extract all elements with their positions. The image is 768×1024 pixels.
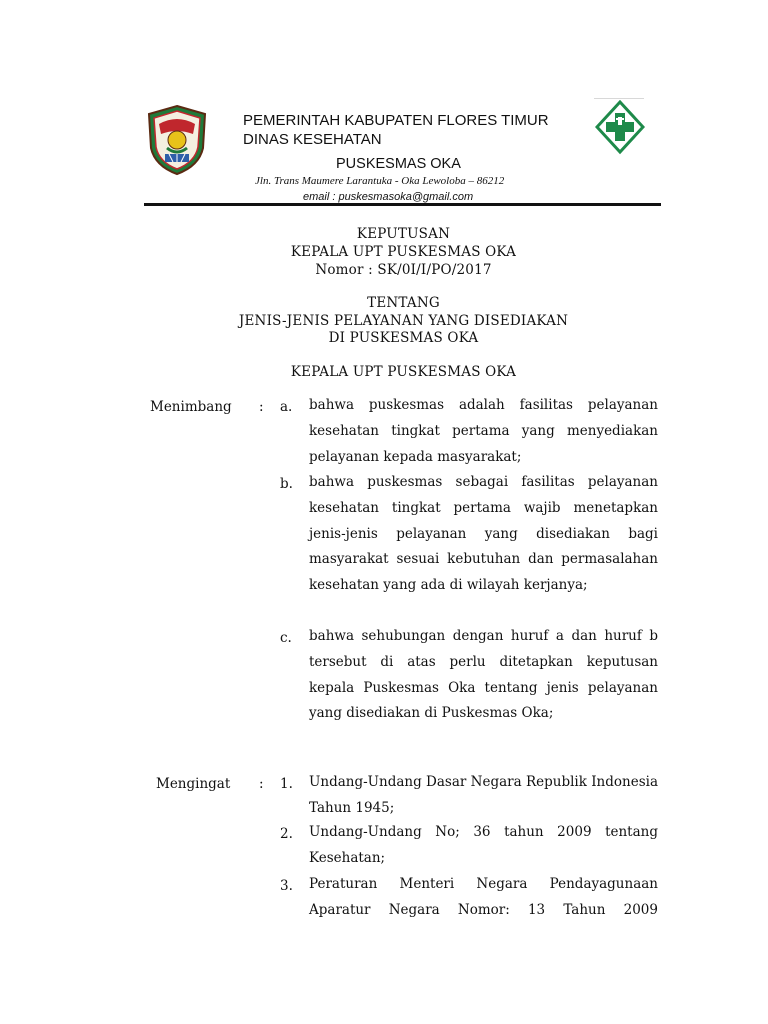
menimbang-marker-b: b. — [280, 476, 293, 492]
mengingat-marker-3: 3. — [280, 878, 293, 894]
letterhead-email: email : puskesmasoka@gmail.com — [303, 191, 474, 203]
letterhead-puskesmas: PUSKESMAS OKA — [336, 156, 461, 172]
letterhead-government: PEMERINTAH KABUPATEN FLORES TIMUR — [243, 112, 549, 129]
mengingat-colon: : — [259, 776, 264, 792]
mengingat-marker-1: 1. — [280, 776, 293, 792]
menimbang-item-b: bahwa puskesmas sebagai fasilitas pelayanan kesehatan tingkat pertama wajib menetapkan jenis-jenis pelayanan yang disediakan bagi masyarakat sesuai kebutuhan dan permasalahan kesehatan yang ada di wilayah kerjanya; — [309, 474, 658, 594]
mengingat-marker-2: 2. — [280, 826, 293, 842]
menimbang-marker-a: a. — [280, 399, 293, 415]
decree-number: Nomor : SK/0I/I/PO/2017 — [315, 262, 492, 278]
decree-title: KEPUTUSAN — [356, 226, 451, 242]
menimbang-item-c: bahwa sehubungan dengan huruf a dan huruf b tersebut di atas perlu ditetapkan keputusan kepala Puskesmas Oka tentang jenis pelayanan yang disediakan di Puskesmas Oka; — [309, 628, 658, 722]
menimbang-item-a: bahwa puskesmas adalah fasilitas pelayanan kesehatan tingkat pertama yang menyediakan pelayanan kepada masyarakat; — [309, 397, 658, 465]
menimbang-colon: : — [259, 399, 264, 415]
mengingat-item-1: Undang-Undang Dasar Negara Republik Indonesia Tahun 1945; — [309, 774, 658, 816]
mengingat-label: Mengingat — [156, 776, 231, 792]
letterhead-address: Jln. Trans Maumere Larantuka - Oka Lewoloba – 86212 — [255, 175, 505, 187]
regency-emblem-icon — [145, 104, 209, 176]
menimbang-label: Menimbang — [150, 399, 232, 415]
logo-top-line — [594, 98, 644, 99]
decree-about: TENTANG — [367, 295, 440, 311]
mengingat-item-2: Undang-Undang No; 36 tahun 2009 tentang Kesehatan; — [309, 824, 658, 866]
decree-issuer: KEPALA UPT PUSKESMAS OKA — [290, 244, 517, 260]
letterhead-office: DINAS KESEHATAN — [243, 131, 382, 148]
mengingat-item-3: Peraturan Menteri Negara Pendayagunaan Aparatur Negara Nomor: 13 Tahun 2009 — [309, 876, 658, 918]
puskesmas-logo-icon — [595, 100, 645, 164]
decree-subject-line1: JENIS-JENIS PELAYANAN YANG DISEDIAKAN — [238, 313, 569, 329]
decree-authority: KEPALA UPT PUSKESMAS OKA — [290, 364, 517, 380]
letterhead-rule — [144, 203, 661, 206]
menimbang-marker-c: c. — [280, 630, 292, 646]
decree-subject-line2: DI PUSKESMAS OKA — [328, 330, 479, 346]
